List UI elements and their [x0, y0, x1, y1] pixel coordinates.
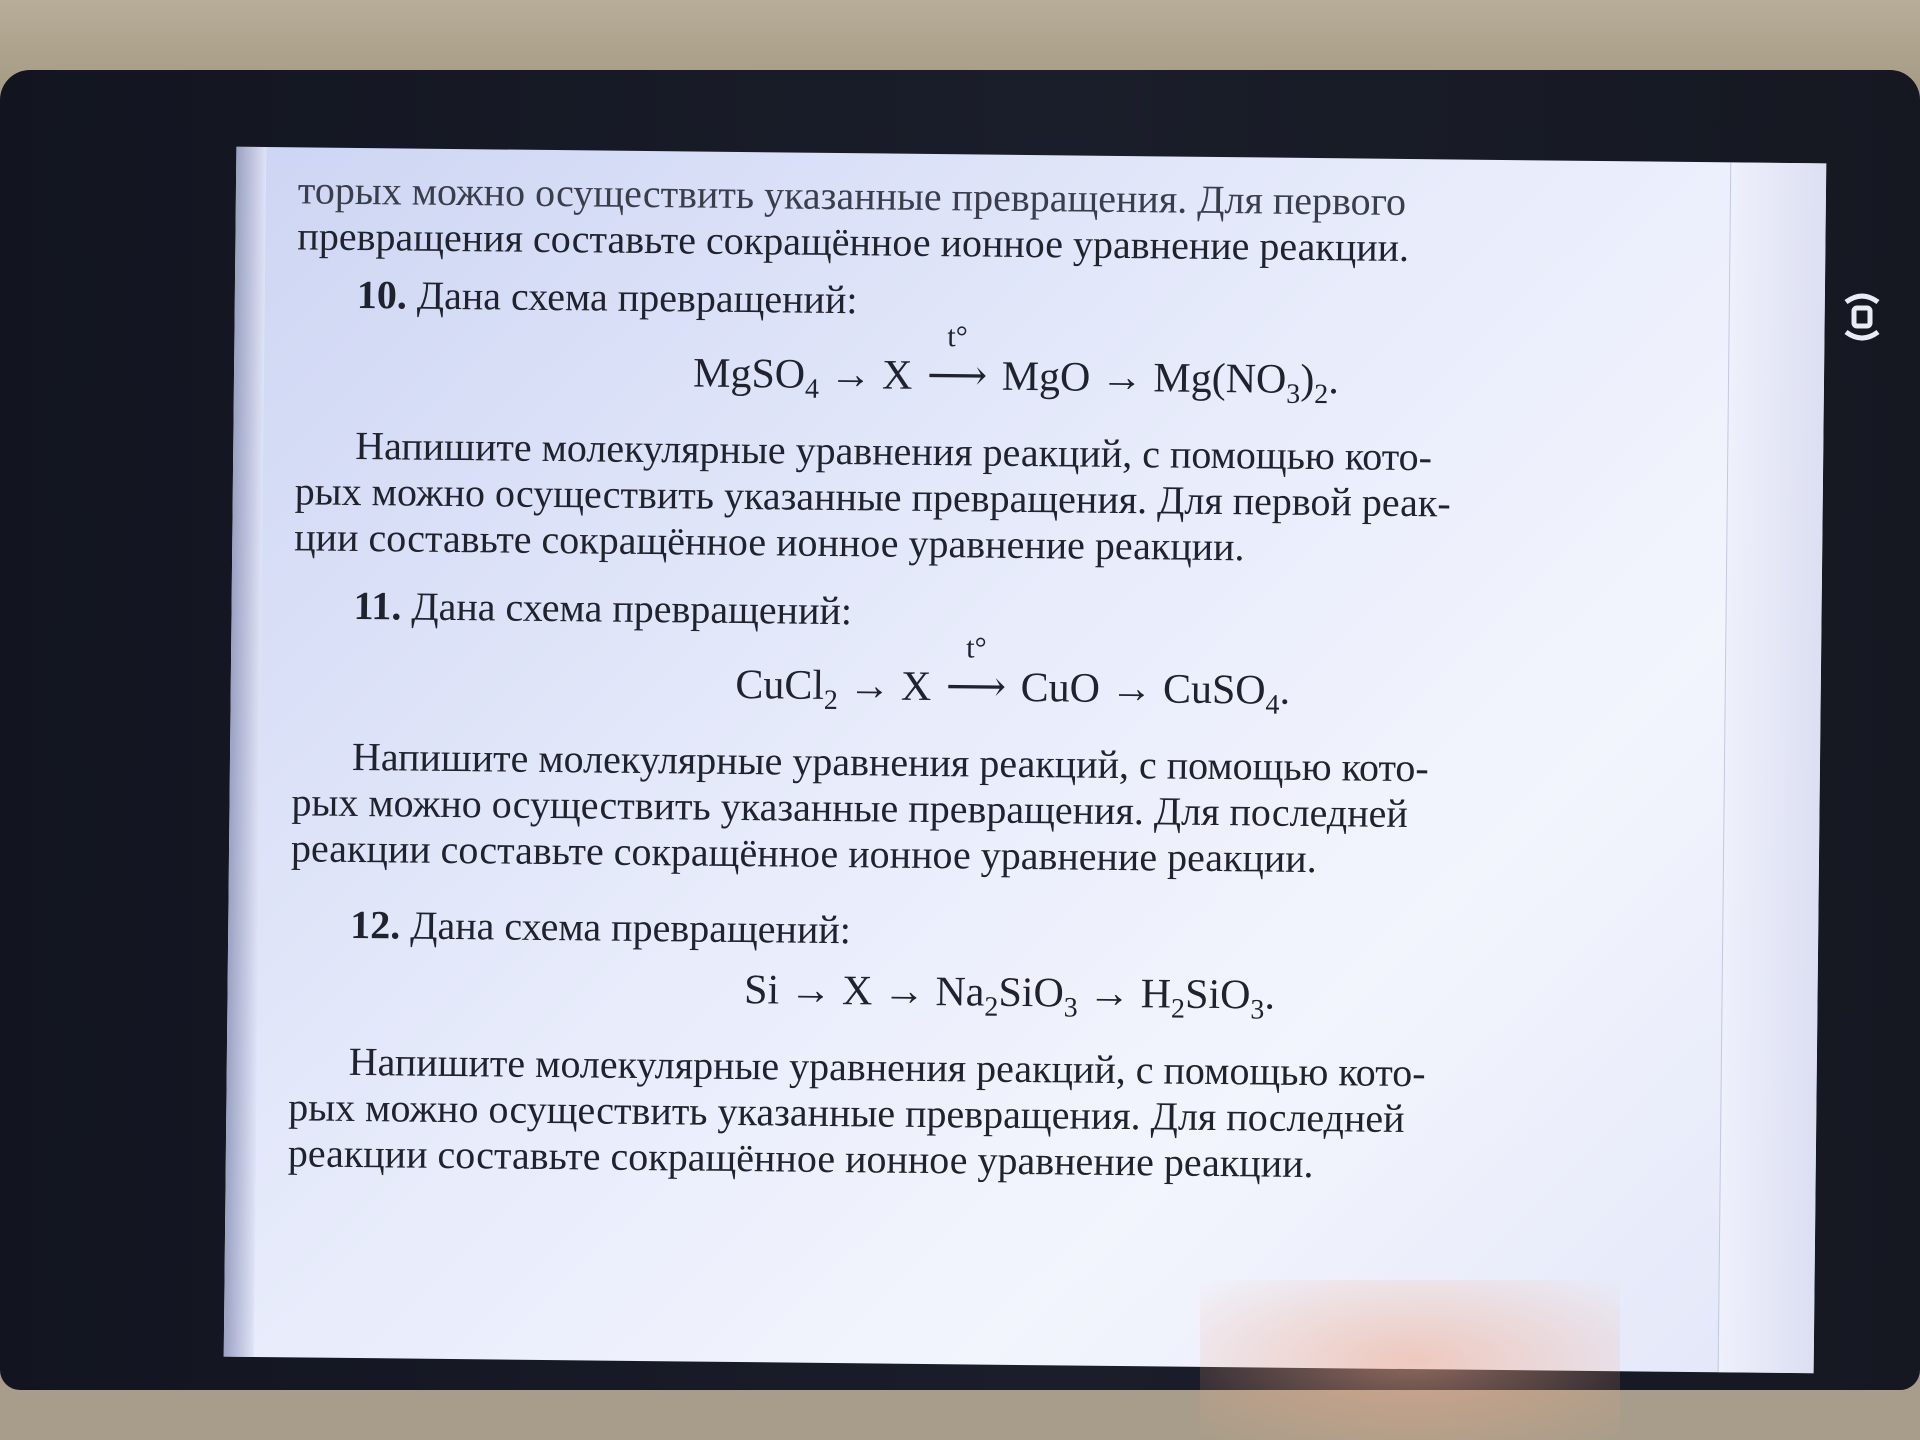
formula-term: CuSO: [1162, 666, 1266, 714]
formula-term: H: [1140, 971, 1172, 1018]
formula-term: MgO: [1001, 353, 1091, 401]
reaction-arrow: →: [1100, 354, 1144, 402]
task-11-formula: [292, 631, 1733, 726]
reaction-arrow: ⟶: [945, 664, 1007, 711]
heated-arrow: [923, 320, 992, 401]
formula-term: Na: [935, 969, 985, 1016]
formula-subscript: 2: [1314, 379, 1329, 411]
task-12-formula: [289, 961, 1729, 1031]
reaction-arrow: →: [1088, 970, 1131, 1018]
formula-period: .: [1264, 972, 1276, 1019]
formula-term: X: [841, 968, 873, 1015]
photo-screen: [224, 147, 1827, 1374]
light-glare: [1200, 1280, 1620, 1440]
task-number: 12.: [350, 901, 401, 948]
reaction-arrow: →: [1110, 665, 1153, 713]
formula-subscript: 2: [1170, 993, 1186, 1025]
task-header-text: Дана схема превращений:: [411, 583, 853, 634]
formula-term: CuO: [1020, 664, 1101, 712]
task-10-text-3: ции составьте сокращённое ионное уравнение реакции.: [294, 514, 1245, 570]
formula-term: X: [900, 663, 932, 711]
task-10-text-2: рых можно осуществить указанные превращения. Для первой реак-: [294, 468, 1451, 526]
formula-term: SiO: [998, 969, 1065, 1017]
task-10-formula: [296, 320, 1737, 415]
task-11-header: [293, 582, 1733, 643]
top-fragment-line-2: превращения составьте сокращённое ионное уравнение реакции.: [297, 213, 1410, 270]
formula-period: .: [1328, 357, 1340, 404]
textbook-page: [288, 167, 1738, 1191]
formula-subscript: 4: [1265, 689, 1280, 721]
formula-subscript: 2: [984, 991, 999, 1023]
reaction-arrow: →: [829, 351, 872, 399]
task-12-text-3: реакции составьте сокращённое ионное уравнение реакции.: [287, 1130, 1314, 1187]
reaction-arrow: ⟶: [926, 352, 988, 400]
task-header-text: Дана схема превращений:: [410, 902, 852, 953]
task-12-header: [290, 901, 1730, 962]
formula-period: .: [1279, 667, 1291, 714]
formula-term: Mg(NO: [1153, 355, 1287, 403]
top-fragment-line-1: торых можно осуществить указанные превращения. Для первого: [297, 167, 1407, 224]
task-11-text-3: реакции составьте сокращённое ионное уравнение реакции.: [290, 825, 1317, 882]
task-10-header: [297, 271, 1737, 332]
formula-term: SiO: [1184, 971, 1251, 1019]
formula-subscript: 3: [1286, 378, 1301, 410]
task-11-text-2: рых можно осуществить указанные превращения. Для последней: [291, 779, 1409, 837]
task-12-text-2: рых можно осуществить указанные превращения. Для последней: [288, 1084, 1405, 1141]
formula-term: X: [881, 352, 913, 399]
rotate-camera-icon[interactable]: [1832, 292, 1892, 342]
task-10-text-1: Напишите молекулярные уравнения реакций, с помощью кото-: [355, 422, 1433, 480]
formula-subscript: 3: [1063, 992, 1078, 1024]
reaction-arrow: →: [882, 968, 926, 1015]
reaction-arrow: →: [789, 967, 832, 1014]
heated-arrow: [942, 631, 1011, 712]
task-number: 11.: [353, 582, 402, 629]
task-header-text: Дана схема превращений:: [416, 272, 858, 323]
task-11-text-1: Напишите молекулярные уравнения реакций, с помощью кото-: [351, 733, 1430, 791]
task-number: 10.: [356, 271, 408, 318]
formula-term: CuCl: [735, 661, 825, 709]
formula-subscript: 2: [823, 684, 839, 717]
formula-term: MgSO: [692, 350, 806, 398]
formula-subscript: 3: [1250, 994, 1265, 1026]
heat-label: t°: [966, 631, 987, 665]
task-12-text-1: Напишите молекулярные уравнения реакций, с помощью кото-: [348, 1038, 1426, 1096]
formula-subscript: 4: [804, 373, 820, 405]
formula-term: ): [1300, 356, 1315, 404]
heat-label: t°: [947, 320, 968, 354]
reaction-arrow: →: [848, 663, 891, 710]
formula-term: Si: [743, 967, 780, 1014]
